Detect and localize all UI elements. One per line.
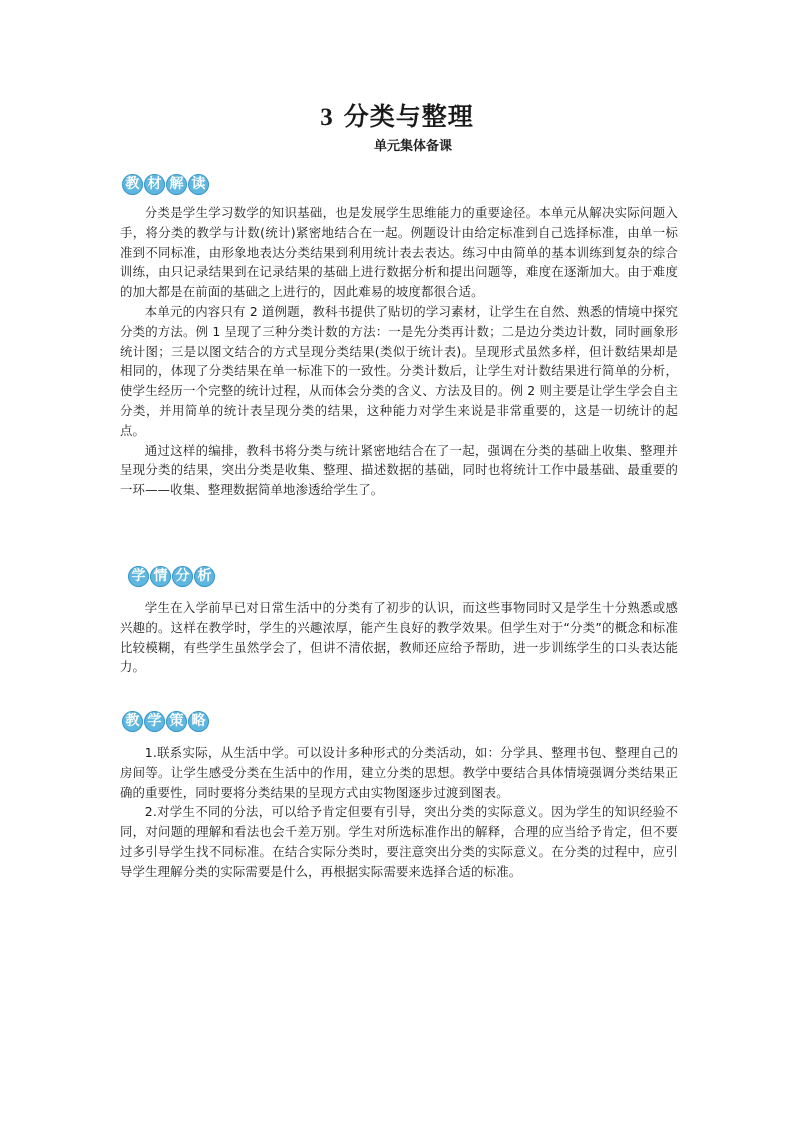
- page-subtitle: 单元集体备课: [373, 139, 452, 154]
- paragraph: 分类是学生学习数学的知识基础，也是发展学生思维能力的重要途径。本单元从解决实际问题入手，将分类的教学与计数(统计)紧密地结合在一起。例题设计由给定标准到自己选择标准，由单一标准到不同标准，由形象地表达分类结果到利用统计表去表达。练习中由简单的基本训练到复杂的综合训练，由只记录结果到在记录结果的基础上进行数据分析和提出问题等，难度在逐渐加大。由于难度的加大都是在前面的基础之上进行的，因此难易的坡度都很合适。: [120, 205, 678, 300]
- badge-char: 析: [194, 566, 215, 587]
- badge-char: 学: [144, 711, 165, 732]
- badge-char: 材: [144, 174, 165, 195]
- page-title: [0, 101, 794, 134]
- badge-char: 分: [172, 566, 193, 587]
- badge-char: 略: [188, 711, 209, 732]
- section-badge-learning-analysis: [128, 566, 215, 587]
- badge-char: 情: [150, 566, 171, 587]
- paragraph: 2.对学生不同的分法，可以给予肯定但要有引导，突出分类的实际意义。因为学生的知识经验不同，对问题的理解和看法也会千差万别。学生对所选标准作出的解释，合理的应当给予肯定，但不要过多引导学生找不同标准。在结合实际分类时，要注意突出分类的实际意义。在分类的过程中，应引导学生理解分类的实际需要是什么，再根据实际需要来选择合适的标准。: [120, 804, 678, 879]
- paragraph: 本单元的内容只有 2 道例题，教科书提供了贴切的学习素材，让学生在自然、熟悉的情境中探究分类的方法。例 1 呈现了三种分类计数的方法：一是先分类再计数；二是边分类边计数，同时画象形统计图；三是以图文结合的方式呈现分类结果(类似于统计表)。呈现形式虽然多样，但计数结果却是相同的，体现了分类结果在单一标准下的一致性。分类计数后，让学生对计数结果进行简单的分析，使学生经历一个完整的统计过程，从而体会分类的含义、方法及目的。例 2 则主要是让学生学会自主分类，并用简单的统计表呈现分类的结果，这种能力对学生来说是非常重要的，这是一切统计的起点。: [120, 303, 678, 438]
- badge-char: 读: [188, 174, 209, 195]
- badge-char: 解: [166, 174, 187, 195]
- badge-char: 教: [122, 174, 143, 195]
- paragraph: 学生在入学前早已对日常生活中的分类有了初步的认识，而这些事物同时又是学生十分熟悉或感兴趣的。这样在教学时，学生的兴趣浓厚，能产生良好的教学效果。但学生对于“分类”的概念和标准比较模糊，有些学生虽然学会了，但讲不清依据，教师还应给予帮助，进一步训练学生的口头表达能力。: [120, 600, 678, 675]
- section-badge-teaching-strategy: [122, 711, 209, 732]
- paragraph: 通过这样的编排，教科书将分类与统计紧密地结合在了一起，强调在分类的基础上收集、整理并呈现分类的结果，突出分类是收集、整理、描述数据的基础，同时也将统计工作中最基础、最重要的一环——收集、整理数据简单地渗透给学生了。: [120, 442, 678, 498]
- section-body-textbook-reading: [120, 203, 678, 500]
- section-body-teaching-strategy: [120, 743, 678, 882]
- section-badge-textbook-reading: [122, 174, 209, 195]
- section-body-learning-analysis: [120, 598, 678, 677]
- unit-number: 3: [320, 104, 334, 131]
- paragraph: 1.联系实际，从生活中学。可以设计多种形式的分类活动，如：分学具、整理书包、整理自己的房间等。让学生感受分类在生活中的作用，建立分类的思想。教学中要结合具体情境强调分类结果正确的重要性，同时要将分类结果的呈现方式由实物图逐步过渡到图表。: [120, 745, 678, 800]
- badge-char: 学: [128, 566, 149, 587]
- unit-title: 分类与整理: [343, 102, 474, 131]
- badge-char: 教: [122, 711, 143, 732]
- badge-char: 策: [166, 711, 187, 732]
